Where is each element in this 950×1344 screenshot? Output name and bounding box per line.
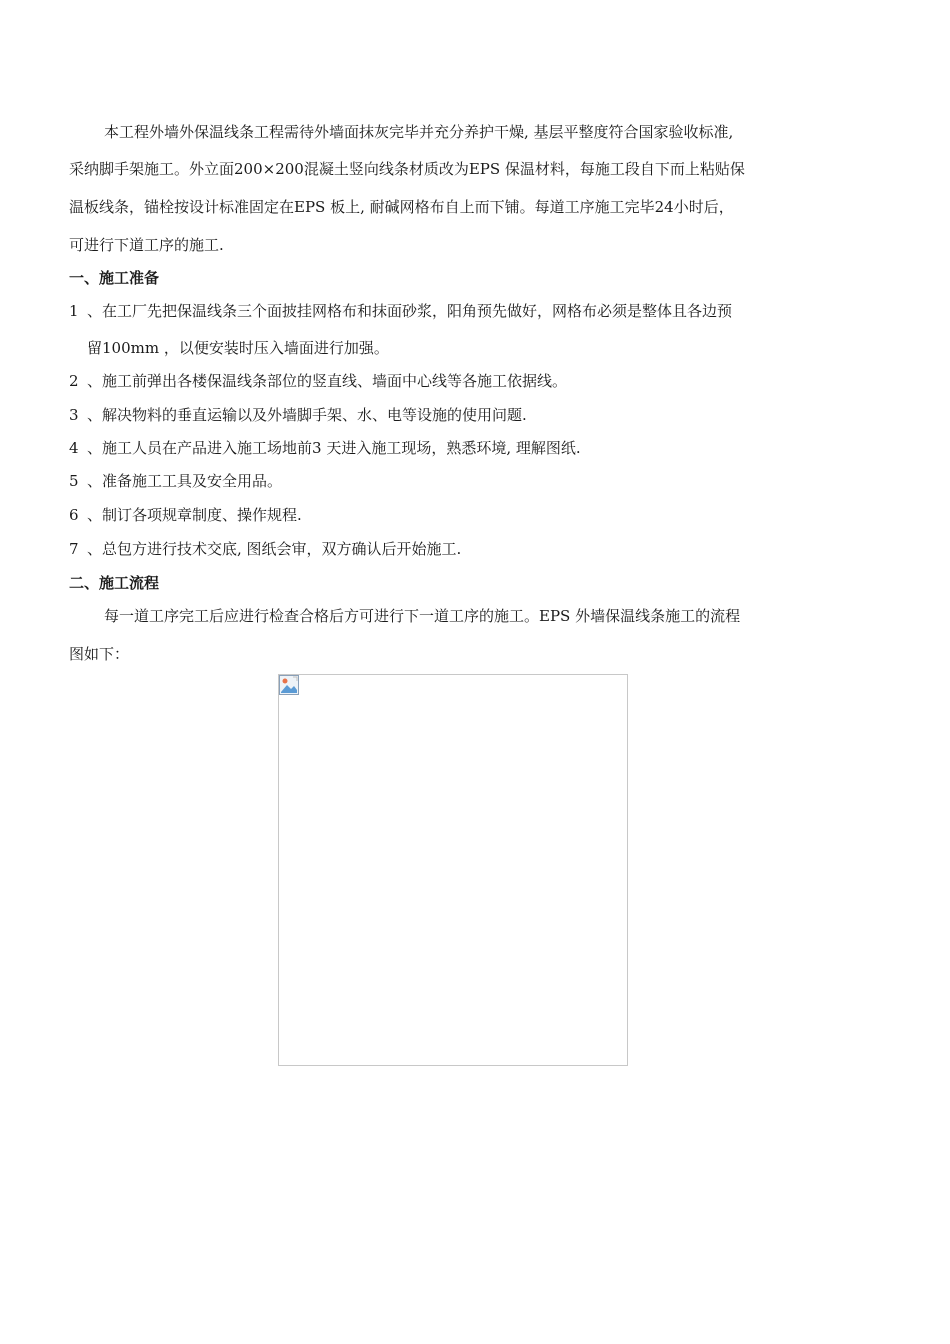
item-text: 、在工厂先把保温线条三个面披挂网格布和抹面砂浆，阳角预先做好，网格布必须是整体且各边预 bbox=[87, 302, 733, 320]
item-number: 7 bbox=[69, 540, 79, 558]
item-text: 、施工人员在产品进入施工场地前3 天进入施工现场，熟悉环境, 理解图纸. bbox=[87, 439, 581, 457]
intro-line-4: 可进行下道工序的施工. bbox=[69, 236, 224, 254]
intro-line-1: 本工程外墙外保温线条工程需待外墙面抹灰完毕并充分养护干燥, 基层平整度符合国家验收标准, bbox=[104, 123, 734, 141]
section-2-line-1: 每一道工序完工后应进行检查合格后方可进行下一道工序的施工。EPS 外墙保温线条施工的流程 bbox=[104, 607, 741, 625]
item-text: 、解决物料的垂直运输以及外墙脚手架、水、电等设施的使用问题. bbox=[87, 406, 527, 424]
intro-line-2: 采纳脚手架施工。外立面200×200混凝土竖向线条材质改为EPS 保温材料，每施工段自下而上粘贴保 bbox=[69, 160, 745, 178]
list-item bbox=[69, 371, 567, 391]
item-number: 2 bbox=[69, 372, 79, 390]
item-number: 5 bbox=[69, 472, 79, 490]
list-item bbox=[69, 301, 732, 321]
broken-image-icon bbox=[279, 675, 299, 695]
list-item-continuation: 留100mm ，以便安装时压入墙面进行加强。 bbox=[87, 339, 389, 357]
section-2-line-2: 图如下： bbox=[69, 645, 130, 663]
item-text: 、施工前弹出各楼保温线条部位的竖直线、墙面中心线等各施工依据线。 bbox=[87, 372, 568, 390]
flowchart-image-placeholder bbox=[278, 674, 628, 1066]
list-item bbox=[69, 471, 282, 491]
item-number: 4 bbox=[69, 439, 79, 457]
item-text: 、准备施工工具及安全用品。 bbox=[87, 472, 283, 490]
item-number: 6 bbox=[69, 506, 79, 524]
section-1-title: 一、施工准备 bbox=[69, 269, 160, 287]
section-2-title: 二、施工流程 bbox=[69, 574, 160, 592]
item-number: 3 bbox=[69, 406, 79, 424]
list-item bbox=[69, 405, 527, 425]
list-item bbox=[69, 438, 581, 458]
list-item bbox=[69, 539, 461, 559]
item-number: 1 bbox=[69, 302, 79, 320]
item-text: 、制订各项规章制度、操作规程. bbox=[87, 506, 302, 524]
list-item bbox=[69, 505, 302, 525]
intro-line-3: 温板线条，锚栓按设计标准固定在EPS 板上, 耐碱网格布自上而下铺。每道工序施工完毕24小时后， bbox=[69, 198, 734, 216]
item-text: 、总包方进行技术交底, 图纸会审，双方确认后开始施工. bbox=[87, 540, 462, 558]
